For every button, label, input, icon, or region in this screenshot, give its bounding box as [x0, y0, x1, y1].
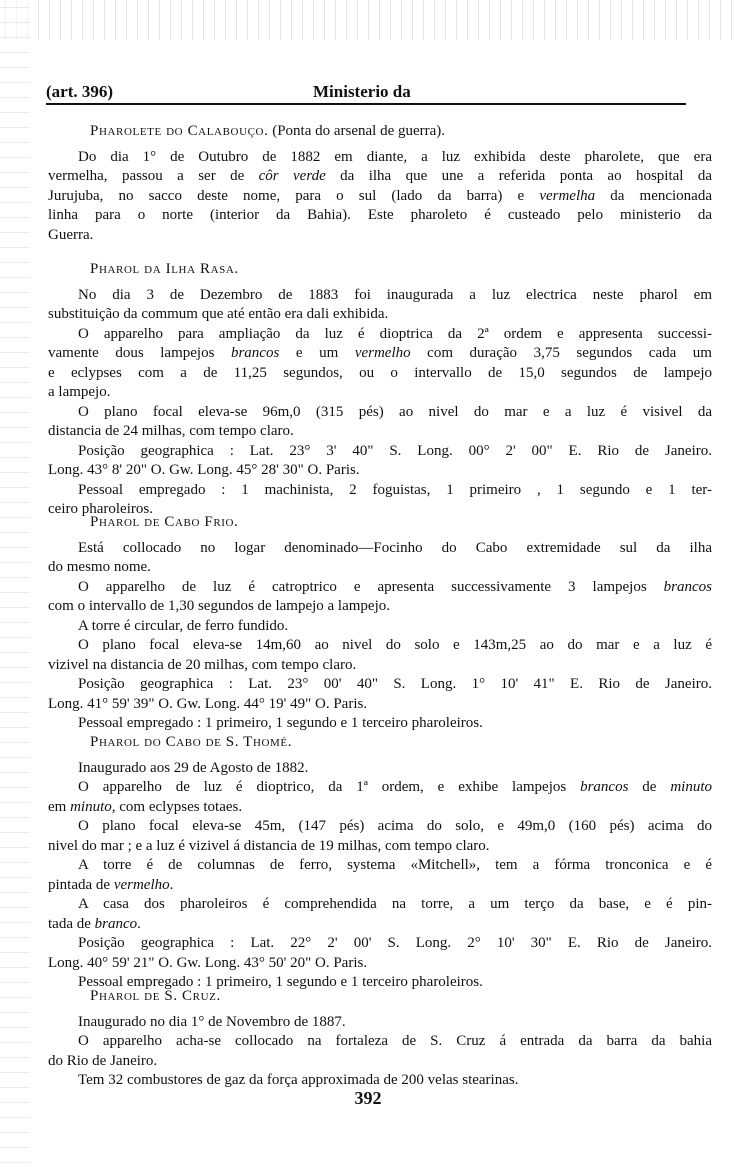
section-heading — [90, 513, 712, 533]
page-number: 392 — [354, 1088, 382, 1108]
paragraph — [48, 1032, 712, 1071]
section-title: Pharol de Cabo Frio. — [90, 514, 239, 530]
text-segment: nivel do mar ; e a luz é vizivel á distancia de 19 milhas, com tempo claro. — [48, 837, 490, 854]
paragraph — [48, 778, 712, 817]
lighthouse-section — [48, 987, 712, 1091]
text-line — [48, 1052, 712, 1072]
lighthouse-section — [48, 733, 712, 993]
paragraph — [48, 286, 712, 325]
header-rule — [46, 103, 686, 105]
text-segment: a lampejo. — [48, 384, 111, 400]
text-line — [48, 461, 712, 481]
text-segment: Posição geographica : Lat. 23° 3' 40" S. Long. 00° 2' 00" E. Rio de Janeiro. — [78, 442, 712, 459]
italic-text: côr verde — [258, 168, 326, 184]
lighthouse-section — [48, 122, 712, 245]
paragraph — [48, 148, 712, 246]
section-heading — [90, 987, 712, 1007]
text-line — [48, 403, 712, 423]
text-line — [48, 876, 712, 896]
text-segment: substituição da commum que até então era dali exhibida. — [48, 306, 389, 322]
text-line — [48, 895, 712, 915]
text-segment: vermelha, passou a ser de — [48, 168, 259, 184]
section-heading — [90, 260, 712, 280]
text-segment: pintada de — [48, 876, 114, 893]
italic-text: minuto — [670, 779, 712, 795]
text-segment: Inaugurado aos 29 de Agosto de 1882. — [78, 759, 309, 776]
text-line — [48, 187, 712, 207]
text-segment: No dia 3 de Dezembro de 1883 foi inaugurada a luz electrica neste pharol em — [78, 286, 712, 303]
paragraph — [48, 714, 712, 734]
text-line — [48, 286, 712, 306]
text-segment: do Rio de Janeiro. — [48, 1052, 158, 1069]
paragraph — [48, 759, 712, 779]
text-line — [48, 383, 712, 403]
text-line — [48, 422, 712, 442]
section-title: Pharolete do Calabouço. — [90, 123, 269, 139]
text-line — [48, 856, 712, 876]
text-line — [48, 539, 712, 559]
text-segment: e um — [279, 345, 355, 361]
italic-text: brancos — [663, 578, 712, 595]
text-segment: Long. 40° 59' 21" O. Gw. Long. 43° 50' 20" O. Paris. — [48, 954, 368, 971]
italic-text: vermelho — [354, 345, 411, 361]
italic-text: branco — [94, 915, 138, 932]
text-segment: A torre é circular, de ferro fundido. — [78, 617, 289, 634]
text-segment: Jurujuba, no sacco deste nome, para o sul (lado da barra) e — [48, 187, 540, 204]
text-segment: Pessoal empregado : 1 primeiro, 1 segundo e 1 terceiro pharoleiros. — [78, 715, 483, 731]
text-segment: vamente dous lampejos — [48, 345, 231, 361]
paragraph — [48, 675, 712, 714]
text-line — [48, 325, 712, 345]
section-heading — [90, 122, 712, 142]
italic-text: minuto — [70, 798, 112, 815]
italic-text: vermelho — [113, 876, 170, 893]
section-title: Pharol de S. Cruz. — [90, 988, 221, 1004]
text-line — [48, 915, 712, 935]
text-line — [48, 226, 712, 246]
text-line — [48, 954, 712, 974]
text-segment: Guerra. — [48, 226, 94, 243]
text-line — [48, 798, 712, 818]
paragraph — [48, 817, 712, 856]
text-line — [48, 578, 712, 598]
text-line — [48, 305, 712, 325]
text-segment: O apparelho para ampliação da luz é dioptrica da 2ª ordem e appresenta successi- — [78, 325, 712, 342]
text-line — [48, 1032, 712, 1052]
text-line — [48, 597, 712, 617]
text-segment: de — [628, 779, 671, 795]
text-line — [48, 695, 712, 715]
text-line — [48, 344, 712, 364]
text-segment: . — [169, 876, 174, 893]
text-line — [48, 481, 712, 501]
text-segment: O apparelho de luz é dioptrico, da 1ª ordem, e exhibe lampejos — [78, 779, 581, 795]
text-line — [48, 759, 712, 779]
section-heading — [90, 733, 712, 753]
text-segment: O apparelho de luz é catroptrico e apresenta successivamente 3 lampejos — [78, 578, 664, 595]
text-segment: com o intervallo de 1,30 segundos de lampejo a lampejo. — [48, 598, 390, 614]
paragraph — [48, 578, 712, 617]
text-line — [48, 364, 712, 384]
text-segment: Posição geographica : Lat. 22° 2' 00' S. Long. 2° 10' 30" E. Rio de Janeiro. — [78, 935, 712, 951]
text-line — [48, 167, 712, 187]
text-segment: Está collocado no logar denominado—Focinho do Cabo extremidade sul da ilha — [78, 539, 712, 556]
paragraph — [48, 1013, 712, 1033]
text-segment: O plano focal eleva-se 96m,0 (315 pés) ao nivel do mar e a luz é visivel da — [78, 403, 712, 420]
text-line — [48, 558, 712, 578]
lighthouse-section — [48, 513, 712, 734]
text-line — [48, 442, 712, 462]
italic-text: brancos — [230, 345, 280, 361]
text-line — [48, 675, 712, 695]
text-segment: da ilha que une a referida ponta ao hospital da — [325, 168, 713, 184]
text-segment: Long. 43° 8' 20" O. Gw. Long. 45° 28' 30" O. Paris. — [48, 462, 360, 478]
text-line — [48, 656, 712, 676]
text-segment: O plano focal eleva-se 45m, (147 pés) acima do solo, e 49m,0 (160 pés) acima do — [78, 818, 712, 834]
text-segment: distancia de 24 milhas, com tempo claro. — [48, 423, 294, 439]
text-segment: Pessoal empregado : 1 machinista, 2 foguistas, 1 primeiro , 1 segundo e 1 ter- — [78, 481, 712, 498]
paragraph — [48, 895, 712, 934]
italic-text: brancos — [580, 779, 629, 795]
text-segment: Long. 41° 59' 39" O. Gw. Long. 44° 19' 49" O. Paris. — [48, 695, 368, 712]
text-line — [48, 714, 712, 734]
text-segment: do mesmo nome. — [48, 559, 151, 575]
text-segment: Posição geographica : Lat. 23° 00' 40" S. Long. 1° 10' 41" E. Rio de Janeiro. — [78, 676, 712, 692]
italic-text: vermelha — [539, 187, 596, 204]
paragraph — [48, 617, 712, 637]
text-segment: com duração 3,75 segundos cada um — [410, 345, 712, 361]
paragraph — [48, 325, 712, 403]
article-reference: (art. 396) — [46, 82, 114, 101]
scan-noise-top — [0, 0, 736, 40]
text-segment: A casa dos pharoleiros é comprehendida na torre, a um terço da base, e é pin- — [78, 896, 712, 912]
text-segment: Inaugurado no dia 1° de Novembro de 1887. — [78, 1013, 346, 1030]
text-segment: ceiro pharoleiros. — [48, 501, 153, 517]
text-segment: e eclypses com a de 11,25 segundos, ou o intervallo de 15,0 segundos de lampejo — [48, 364, 712, 381]
text-line — [48, 148, 712, 168]
paragraph — [48, 636, 712, 675]
text-segment: O apparelho acha-se collocado na fortaleza de S. Cruz á entrada da barra da bahia — [78, 1033, 712, 1049]
text-segment: linha para o norte (interior da Bahia). Este pharoleto é custeado pelo ministerio da — [48, 207, 712, 223]
text-line — [48, 1013, 712, 1033]
paragraph — [48, 856, 712, 895]
section-title: Pharol da Ilha Rasa. — [90, 261, 239, 277]
text-segment: Pessoal empregado : 1 primeiro, 1 segundo e 1 terceiro pharoleiros. — [78, 974, 483, 990]
text-segment: Do dia 1° de Outubro de 1882 em diante, a luz exhibida deste pharolete, que era — [78, 148, 712, 165]
text-segment: em — [48, 798, 71, 815]
paragraph — [48, 539, 712, 578]
text-segment: tada de — [48, 915, 95, 932]
paragraph — [48, 934, 712, 973]
text-line — [48, 837, 712, 857]
text-line — [48, 636, 712, 656]
text-segment: , com eclypses totaes. — [111, 798, 243, 815]
section-subtitle: (Ponta do arsenal de guerra). — [272, 123, 446, 139]
page-header — [46, 82, 714, 104]
text-line — [48, 206, 712, 226]
running-title: Ministerio da — [313, 82, 411, 101]
text-segment: da mencionada — [595, 187, 712, 204]
text-segment: vizivel na distancia de 20 milhas, com tempo claro. — [48, 656, 357, 673]
text-segment: A torre é de columnas de ferro, systema «Mitchell», tem a fórma tronconica e é — [78, 857, 712, 873]
text-line — [48, 617, 712, 637]
text-line — [48, 934, 712, 954]
text-segment: Tem 32 combustores de gaz da força approximada de 200 velas stearinas. — [78, 1072, 519, 1088]
text-segment: . — [137, 915, 141, 932]
lighthouse-section — [48, 260, 712, 520]
text-line — [48, 778, 712, 798]
section-title: Pharol do Cabo de S. Thomé. — [90, 734, 293, 750]
text-segment: O plano focal eleva-se 14m,60 ao nivel do solo e 143m,25 ao do mar e a luz é — [78, 637, 712, 653]
scan-noise-edge — [0, 0, 30, 1176]
text-line — [48, 817, 712, 837]
paragraph — [48, 403, 712, 442]
paragraph — [48, 442, 712, 481]
